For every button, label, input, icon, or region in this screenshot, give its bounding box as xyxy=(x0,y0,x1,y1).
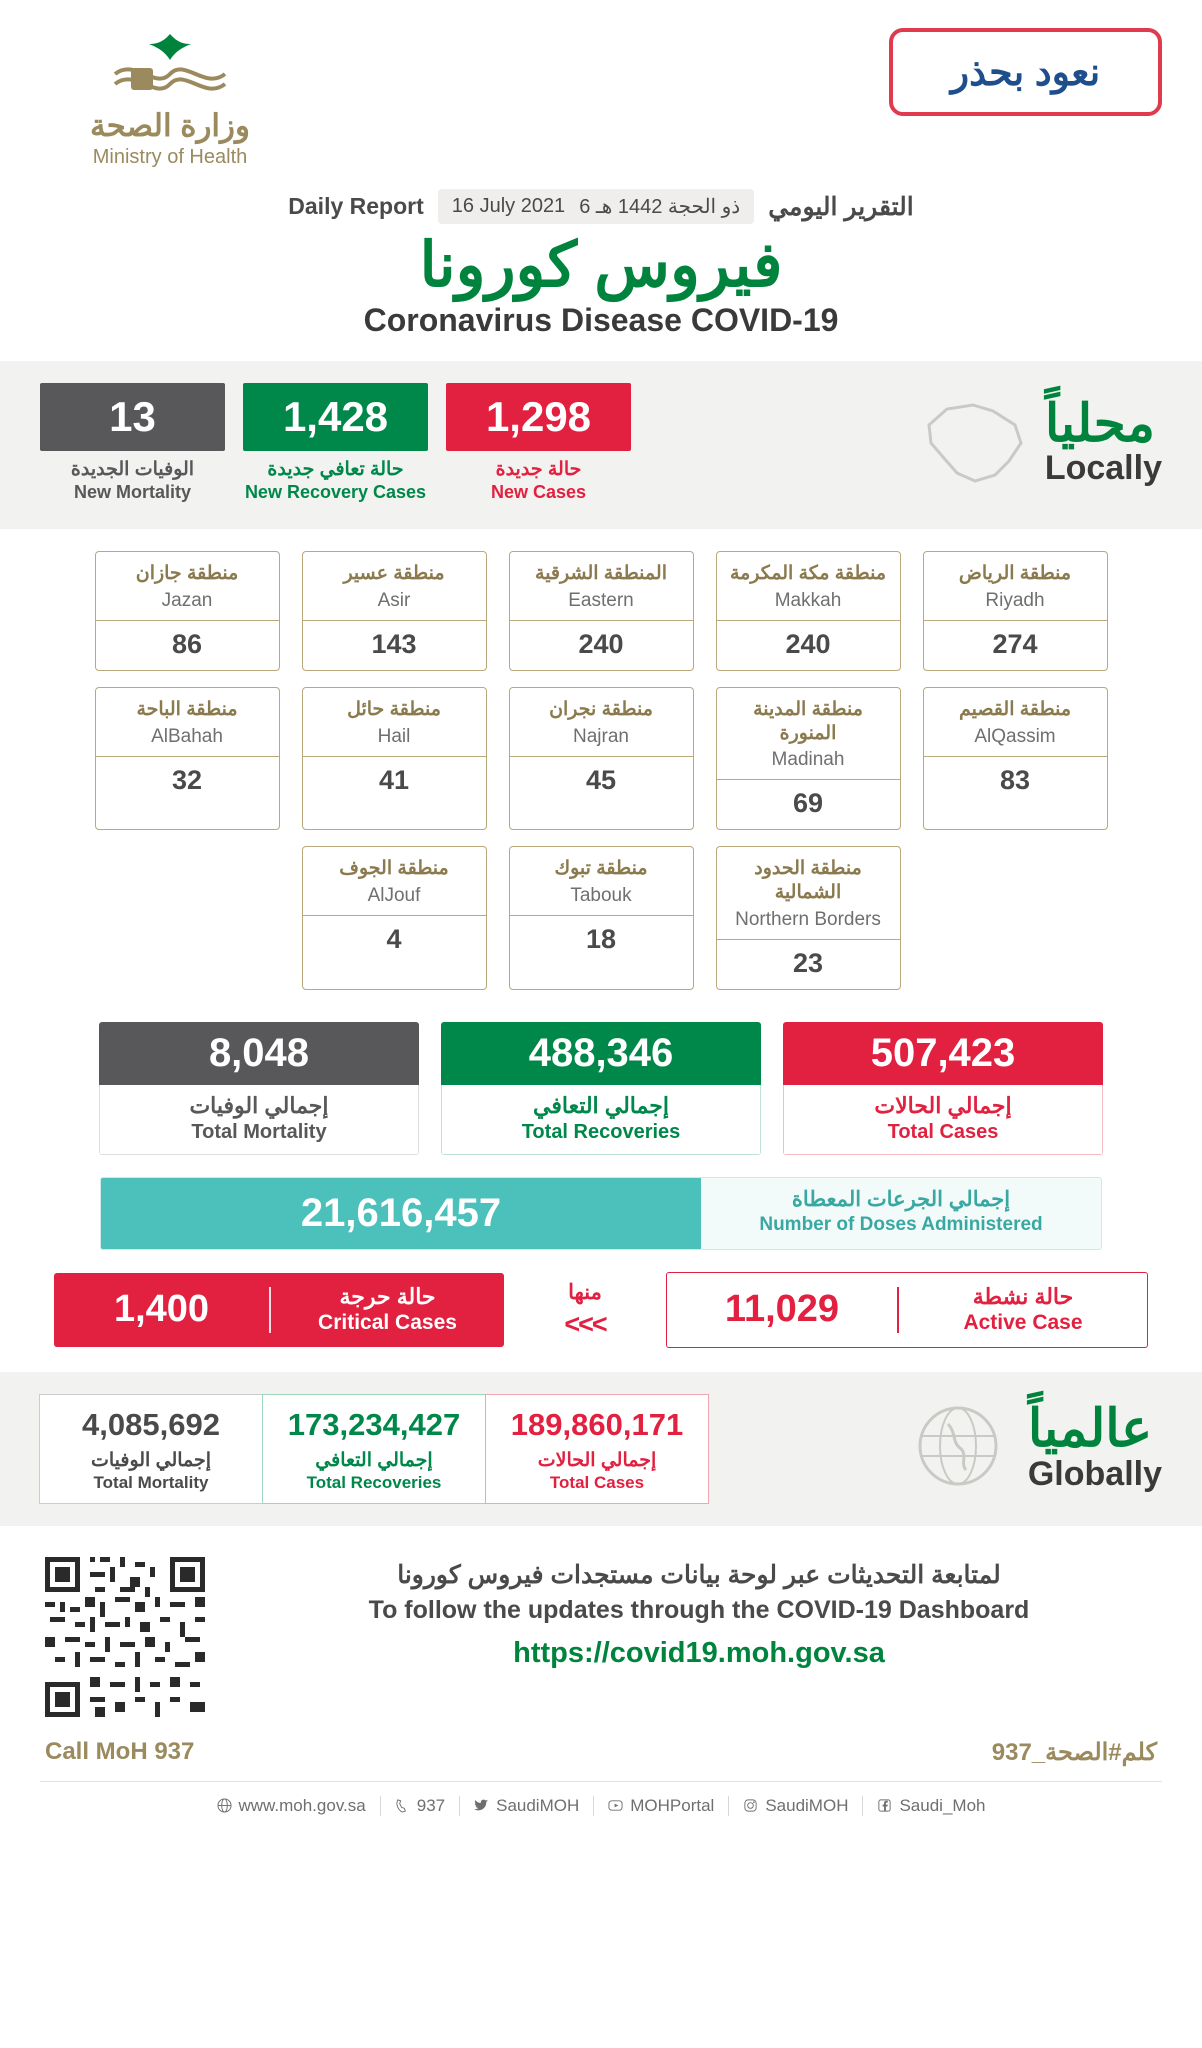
globe-icon xyxy=(217,1798,232,1813)
total-cases-value: 507,423 xyxy=(783,1022,1103,1085)
new-mortality-value: 13 xyxy=(40,383,225,451)
total-recoveries-label-ar: إجمالي التعافي xyxy=(533,1092,669,1118)
new-recovery-card xyxy=(243,383,428,503)
new-recovery-value: 1,428 xyxy=(243,383,428,451)
total-cases-label-en: Total Cases xyxy=(887,1120,999,1143)
total-mortality-value: 8,048 xyxy=(99,1022,419,1085)
locally-heading xyxy=(917,395,1162,491)
header xyxy=(0,0,1202,169)
region-card-albahah xyxy=(95,687,280,831)
new-cases-label-en: New Cases xyxy=(490,482,587,503)
global-total-cases xyxy=(485,1394,709,1504)
local-new-stats xyxy=(40,383,631,503)
social-website[interactable] xyxy=(203,1796,381,1816)
region-name-ar: منطقة القصيم xyxy=(958,698,1072,720)
critical-cases-card xyxy=(54,1273,504,1347)
region-card-tabouk xyxy=(509,846,694,990)
doses-label-en: Number of Doses Administered xyxy=(759,1213,1043,1235)
region-name-ar: منطقة الجوف xyxy=(339,858,449,880)
social-instagram[interactable] xyxy=(729,1796,863,1816)
critical-cases-label-ar: حالة حرجة xyxy=(339,1284,436,1310)
region-value: 240 xyxy=(785,628,831,659)
campaign-text: نعود بحذر xyxy=(950,51,1101,94)
region-card-alqassim xyxy=(923,687,1108,831)
region-name-ar: منطقة الحدود الشمالية xyxy=(754,858,862,904)
of-which-arrow xyxy=(530,1280,640,1340)
critical-cases-value: 1,400 xyxy=(113,1288,210,1331)
region-value: 32 xyxy=(171,764,203,795)
ministry-name-ar: وزارة الصحة xyxy=(90,108,250,143)
region-card-makkah xyxy=(716,551,901,671)
region-name-en: Riyadh xyxy=(985,589,1045,611)
active-cases-value: 11,029 xyxy=(724,1288,840,1331)
chevron-left-icon: <<< xyxy=(564,1308,606,1339)
region-name-en: Northern Borders xyxy=(735,908,881,930)
region-card-hail xyxy=(302,687,487,831)
qr-code-icon xyxy=(40,1552,210,1722)
locally-title-ar: محلياً xyxy=(1044,395,1155,454)
region-name-en: Najran xyxy=(573,725,629,747)
region-value: 41 xyxy=(378,764,410,795)
locally-section xyxy=(0,361,1202,529)
region-value: 23 xyxy=(792,947,824,978)
ministry-logo xyxy=(40,28,300,169)
facebook-icon xyxy=(877,1798,892,1813)
total-mortality-card xyxy=(99,1022,419,1155)
follow-text-en: To follow the updates through the COVID-19 Dashboard xyxy=(368,1595,1030,1624)
global-stats xyxy=(40,1394,709,1504)
global-cases-label-en: Total Cases xyxy=(549,1472,645,1492)
report-date-row xyxy=(0,189,1202,224)
regions-row-1 xyxy=(40,551,1162,671)
region-card-aljouf xyxy=(302,846,487,990)
call-row xyxy=(0,1722,1202,1781)
social-youtube-label: MOHPortal xyxy=(630,1795,715,1815)
doses-administered-card xyxy=(100,1177,1102,1250)
region-name-ar: منطقة المدينة المنورة xyxy=(753,698,863,744)
global-total-mortality xyxy=(39,1394,263,1504)
social-twitter[interactable] xyxy=(460,1796,594,1816)
global-mortality-label-en: Total Mortality xyxy=(93,1472,209,1492)
moh-emblem-icon xyxy=(75,28,265,106)
page-title-ar: فيروس كورونا xyxy=(419,231,783,300)
social-website-label: www.moh.gov.sa xyxy=(238,1795,366,1815)
globally-heading xyxy=(908,1398,1162,1499)
new-cases-label-ar: حالة جديدة xyxy=(495,459,582,481)
date-chip xyxy=(438,189,754,224)
region-value: 143 xyxy=(371,628,417,659)
region-value: 45 xyxy=(585,764,617,795)
date-gregorian: 16 July 2021 xyxy=(451,195,566,217)
region-value: 83 xyxy=(999,764,1031,795)
region-value: 4 xyxy=(386,924,402,955)
globally-section xyxy=(0,1372,1202,1526)
global-cases-label-ar: إجمالي الحالات xyxy=(537,1449,657,1471)
new-cases-card xyxy=(446,383,631,503)
of-which-label: منها xyxy=(568,1280,602,1304)
global-mortality-label-ar: إجمالي الوفيات xyxy=(90,1449,212,1471)
region-name-ar: منطقة جازان xyxy=(135,563,239,585)
phone-icon xyxy=(395,1798,410,1813)
region-name-ar: منطقة مكة المكرمة xyxy=(729,563,887,585)
divider xyxy=(269,1287,271,1333)
region-name-ar: منطقة الباحة xyxy=(136,698,238,720)
call-moh-ar: كلم#الصحة_937 xyxy=(991,1738,1157,1766)
total-cases-label-ar: إجمالي الحالات xyxy=(874,1092,1012,1118)
region-name-en: Jazan xyxy=(161,589,213,611)
global-total-recoveries xyxy=(262,1394,486,1504)
follow-updates xyxy=(236,1552,1162,1670)
total-mortality-label-ar: إجمالي الوفيات xyxy=(189,1092,329,1118)
daily-report-en: Daily Report xyxy=(288,193,424,219)
global-cases-value: 189,860,171 xyxy=(510,1406,684,1442)
ministry-name-en: Ministry of Health xyxy=(92,146,248,168)
region-card-madinah xyxy=(716,687,901,831)
dashboard-url[interactable]: https://covid19.moh.gov.sa xyxy=(513,1636,885,1669)
region-name-en: AlJouf xyxy=(367,885,421,907)
youtube-icon xyxy=(608,1798,623,1813)
social-links xyxy=(0,1782,1202,1838)
date-hijri: 6 ذو الحجة 1442 هـ xyxy=(579,196,741,218)
total-recoveries-value: 488,346 xyxy=(441,1022,761,1085)
region-name-en: Tabouk xyxy=(570,885,632,907)
new-mortality-card xyxy=(40,383,225,503)
active-cases-label-ar: حالة نشطة xyxy=(972,1284,1074,1310)
region-name-en: Asir xyxy=(377,589,411,611)
totals-row xyxy=(0,1012,1202,1155)
social-youtube[interactable] xyxy=(594,1796,729,1816)
new-recovery-label-ar: حالة تعافي جديدة xyxy=(267,459,404,481)
region-name-ar: منطقة عسير xyxy=(343,563,445,585)
total-cases-card xyxy=(783,1022,1103,1155)
saudi-map-icon xyxy=(917,395,1027,491)
campaign-badge xyxy=(889,28,1162,116)
global-recoveries-label-ar: إجمالي التعافي xyxy=(315,1449,433,1471)
social-phone-label: 937 xyxy=(416,1795,446,1815)
critical-cases-label-en: Critical Cases xyxy=(318,1311,457,1335)
new-mortality-label-en: New Mortality xyxy=(73,482,192,503)
new-mortality-label-ar: الوفيات الجديدة xyxy=(70,459,195,481)
region-card-jazan xyxy=(95,551,280,671)
region-name-ar: منطقة حائل xyxy=(347,698,441,720)
region-value: 274 xyxy=(992,628,1038,659)
total-recoveries-label-en: Total Recoveries xyxy=(521,1120,681,1143)
locally-title-en: Locally xyxy=(1044,449,1162,488)
region-name-ar: منطقة الرياض xyxy=(958,563,1072,585)
region-card-eastern xyxy=(509,551,694,671)
region-name-en: AlQassim xyxy=(974,725,1056,747)
region-name-ar: منطقة نجران xyxy=(549,698,653,720)
social-facebook[interactable] xyxy=(863,1796,999,1816)
region-name-en: Makkah xyxy=(774,589,842,611)
twitter-icon xyxy=(474,1798,489,1813)
region-name-ar: منطقة تبوك xyxy=(554,858,648,880)
globally-title-en: Globally xyxy=(1027,1455,1162,1494)
regions-grid xyxy=(0,529,1202,1012)
instagram-icon xyxy=(743,1798,758,1813)
total-recoveries-card xyxy=(441,1022,761,1155)
page-title-en: Coronavirus Disease COVID-19 xyxy=(363,302,839,339)
social-twitter-label: SaudiMOH xyxy=(496,1795,580,1815)
regions-row-2 xyxy=(40,687,1162,831)
region-card-northern-borders xyxy=(716,846,901,990)
region-name-en: Eastern xyxy=(568,589,634,611)
region-card-asir xyxy=(302,551,487,671)
footer xyxy=(0,1526,1202,1722)
social-phone[interactable] xyxy=(381,1796,460,1816)
follow-text-ar: لمتابعة التحديثات عبر لوحة بيانات مستجدات فيروس كورونا xyxy=(397,1560,1001,1589)
region-name-en: Madinah xyxy=(771,749,845,771)
social-facebook-label: Saudi_Moh xyxy=(899,1795,986,1815)
active-cases-label-en: Active Case xyxy=(963,1311,1083,1335)
region-name-ar: المنطقة الشرقية xyxy=(535,563,667,585)
doses-value: 21,616,457 xyxy=(101,1178,701,1249)
region-name-en: Hail xyxy=(377,725,411,747)
region-value: 69 xyxy=(792,788,824,819)
critical-active-row xyxy=(0,1272,1202,1348)
active-cases-card xyxy=(666,1272,1148,1348)
globally-title-ar: عالمياً xyxy=(1027,1400,1153,1459)
region-value: 86 xyxy=(171,628,203,659)
call-moh-en: Call MoH 937 xyxy=(45,1738,195,1766)
daily-report-ar: التقرير اليومي xyxy=(768,192,914,221)
region-value: 18 xyxy=(585,924,617,955)
new-recovery-label-en: New Recovery Cases xyxy=(244,482,427,503)
doses-label-ar: إجمالي الجرعات المعطاة xyxy=(791,1187,1011,1211)
global-recoveries-value: 173,234,427 xyxy=(287,1406,461,1442)
region-name-en: AlBahah xyxy=(151,725,223,747)
social-instagram-label: SaudiMOH xyxy=(765,1795,849,1815)
global-mortality-value: 4,085,692 xyxy=(82,1406,220,1442)
regions-row-3 xyxy=(40,846,1162,990)
region-card-najran xyxy=(509,687,694,831)
total-mortality-label-en: Total Mortality xyxy=(191,1120,327,1143)
region-card-riyadh xyxy=(923,551,1108,671)
global-recoveries-label-en: Total Recoveries xyxy=(306,1472,442,1492)
globe-icon xyxy=(908,1398,1008,1499)
region-value: 240 xyxy=(578,628,624,659)
new-cases-value: 1,298 xyxy=(446,383,631,451)
